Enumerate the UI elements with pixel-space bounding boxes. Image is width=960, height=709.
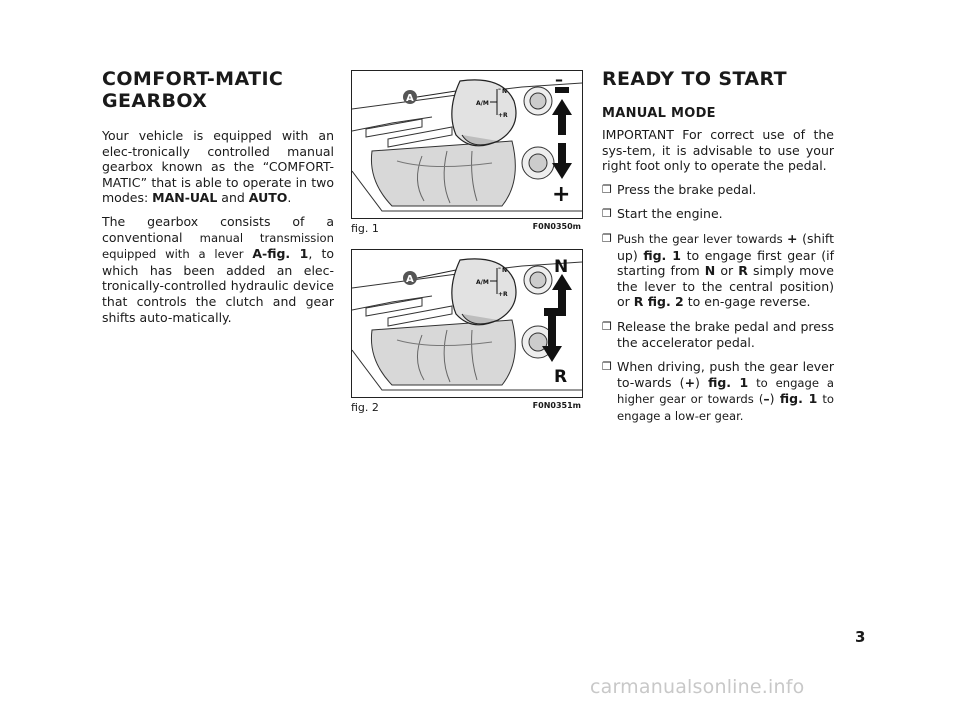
mode-manual: MAN-UAL: [152, 190, 218, 206]
step-3-n: N: [704, 263, 716, 279]
gear-lever-drawing-2: [352, 250, 582, 397]
step-3-text-b: (shift up): [617, 230, 834, 263]
watermark-text: carmanualsonline.info: [590, 676, 805, 698]
list-item: [602, 231, 834, 310]
step-3-r: R: [738, 263, 748, 279]
step-3-text-a: Push the gear lever towards: [617, 231, 787, 246]
arrow-top-label: N: [554, 257, 569, 277]
section-title-comfort-matic: [102, 68, 334, 112]
intro-and: and: [217, 190, 249, 206]
step-5-fig1b: fig. 1: [779, 391, 818, 407]
gearbox-paragraph: [102, 214, 334, 325]
left-column: [102, 68, 334, 333]
list-item: [602, 319, 834, 350]
gearbox-text-a: The gearbox consists of a conventional: [102, 213, 334, 245]
gate-am: A/M: [476, 279, 489, 286]
important-note: IMPORTANT For correct use of the sys-tem, it is advisable to use your right foot only to operate the pedal.: [602, 127, 834, 174]
list-item: [602, 206, 834, 222]
gate-plus: +: [498, 291, 504, 298]
steps-list: [602, 182, 834, 425]
step-3-text-e: simply move the lever to the central position) or: [617, 263, 834, 310]
title-line-2: GEARBOX: [102, 90, 208, 112]
list-item: [602, 359, 834, 424]
right-column: [602, 68, 834, 434]
callout-a: A: [406, 93, 414, 104]
gate-am: A/M: [476, 100, 489, 107]
mode-auto: AUTO: [248, 190, 288, 206]
step-4-text: Release the brake pedal and press the accelerator pedal.: [617, 318, 834, 350]
intro-end: .: [287, 190, 292, 206]
step-3-text-f: to en-gage reverse.: [683, 294, 811, 310]
intro-paragraph: [102, 128, 334, 206]
figure-1-illustration: [351, 70, 583, 219]
step-5-text-b: ): [695, 374, 709, 390]
gate-minus: –: [498, 265, 501, 272]
step-3-fig1: fig. 1: [643, 247, 681, 263]
figure-2-illustration: [351, 249, 583, 398]
gate-r: R: [503, 291, 508, 298]
step-5-plus: +: [684, 374, 696, 390]
step-3-plus: +: [787, 230, 798, 246]
list-item: [602, 182, 834, 198]
gearbox-text-b: manual transmission equipped with a lever: [102, 230, 334, 262]
step-3-rfig2: R fig. 2: [633, 294, 684, 310]
arrow-bottom-label: R: [554, 367, 568, 387]
gearbox-text-c: , to which has been added an elec-tronically-controlled hydraulic device that controls the clutch and gear shifts auto-matically.: [102, 246, 335, 325]
step-5-fig1: fig. 1: [708, 374, 749, 390]
page-number: 3: [855, 628, 866, 646]
gear-lever-drawing-1: [352, 71, 582, 218]
figure-1-label: fig. 1: [351, 222, 379, 235]
title-line-1: COMFORT-MATIC: [102, 68, 284, 90]
step-5-text-c: to engage a higher gear or towards (: [617, 375, 834, 407]
arrow-top-label: –: [555, 71, 563, 89]
step-5-text-e: to engage a low-er gear.: [617, 392, 834, 423]
step-2-text: Start the engine.: [617, 206, 723, 222]
step-5-text-d: ): [769, 391, 780, 407]
step-3-text-d: or: [715, 263, 739, 279]
gate-plus: +: [498, 112, 504, 119]
gate-n: N: [502, 267, 508, 274]
checkbox-icon: ❒: [602, 182, 612, 196]
figure-2-label: fig. 2: [351, 401, 379, 414]
checkbox-icon: ❒: [602, 231, 612, 245]
callout-a: A: [406, 274, 414, 285]
gate-minus: –: [498, 86, 501, 93]
checkbox-icon: ❒: [602, 319, 612, 333]
checkbox-icon: ❒: [602, 360, 612, 374]
arrow-bottom-label: +: [552, 182, 571, 207]
intro-text: Your vehicle is equipped with an elec-tronically controlled manual gearbox known as the “COMFORT-MATIC” that is able to operate in two modes:: [102, 128, 334, 206]
step-5-minus: –: [763, 391, 770, 407]
lever-reference: A-fig. 1: [252, 246, 309, 262]
step-5-text-a: When driving, push the gear lever to-wards (: [617, 359, 834, 390]
step-1-text: Press the brake pedal.: [617, 181, 757, 197]
section-title-ready-to-start: READY TO START: [602, 68, 788, 90]
gate-r: R: [503, 112, 508, 119]
figure-2-code: F0N0351m: [532, 401, 581, 410]
checkbox-icon: ❒: [602, 207, 612, 221]
gate-n: N: [502, 88, 508, 95]
figure-1-code: F0N0350m: [532, 222, 581, 231]
step-3-text-c: to engage first gear (if starting from: [617, 247, 834, 279]
subtitle-manual-mode: MANUAL MODE: [602, 106, 716, 121]
